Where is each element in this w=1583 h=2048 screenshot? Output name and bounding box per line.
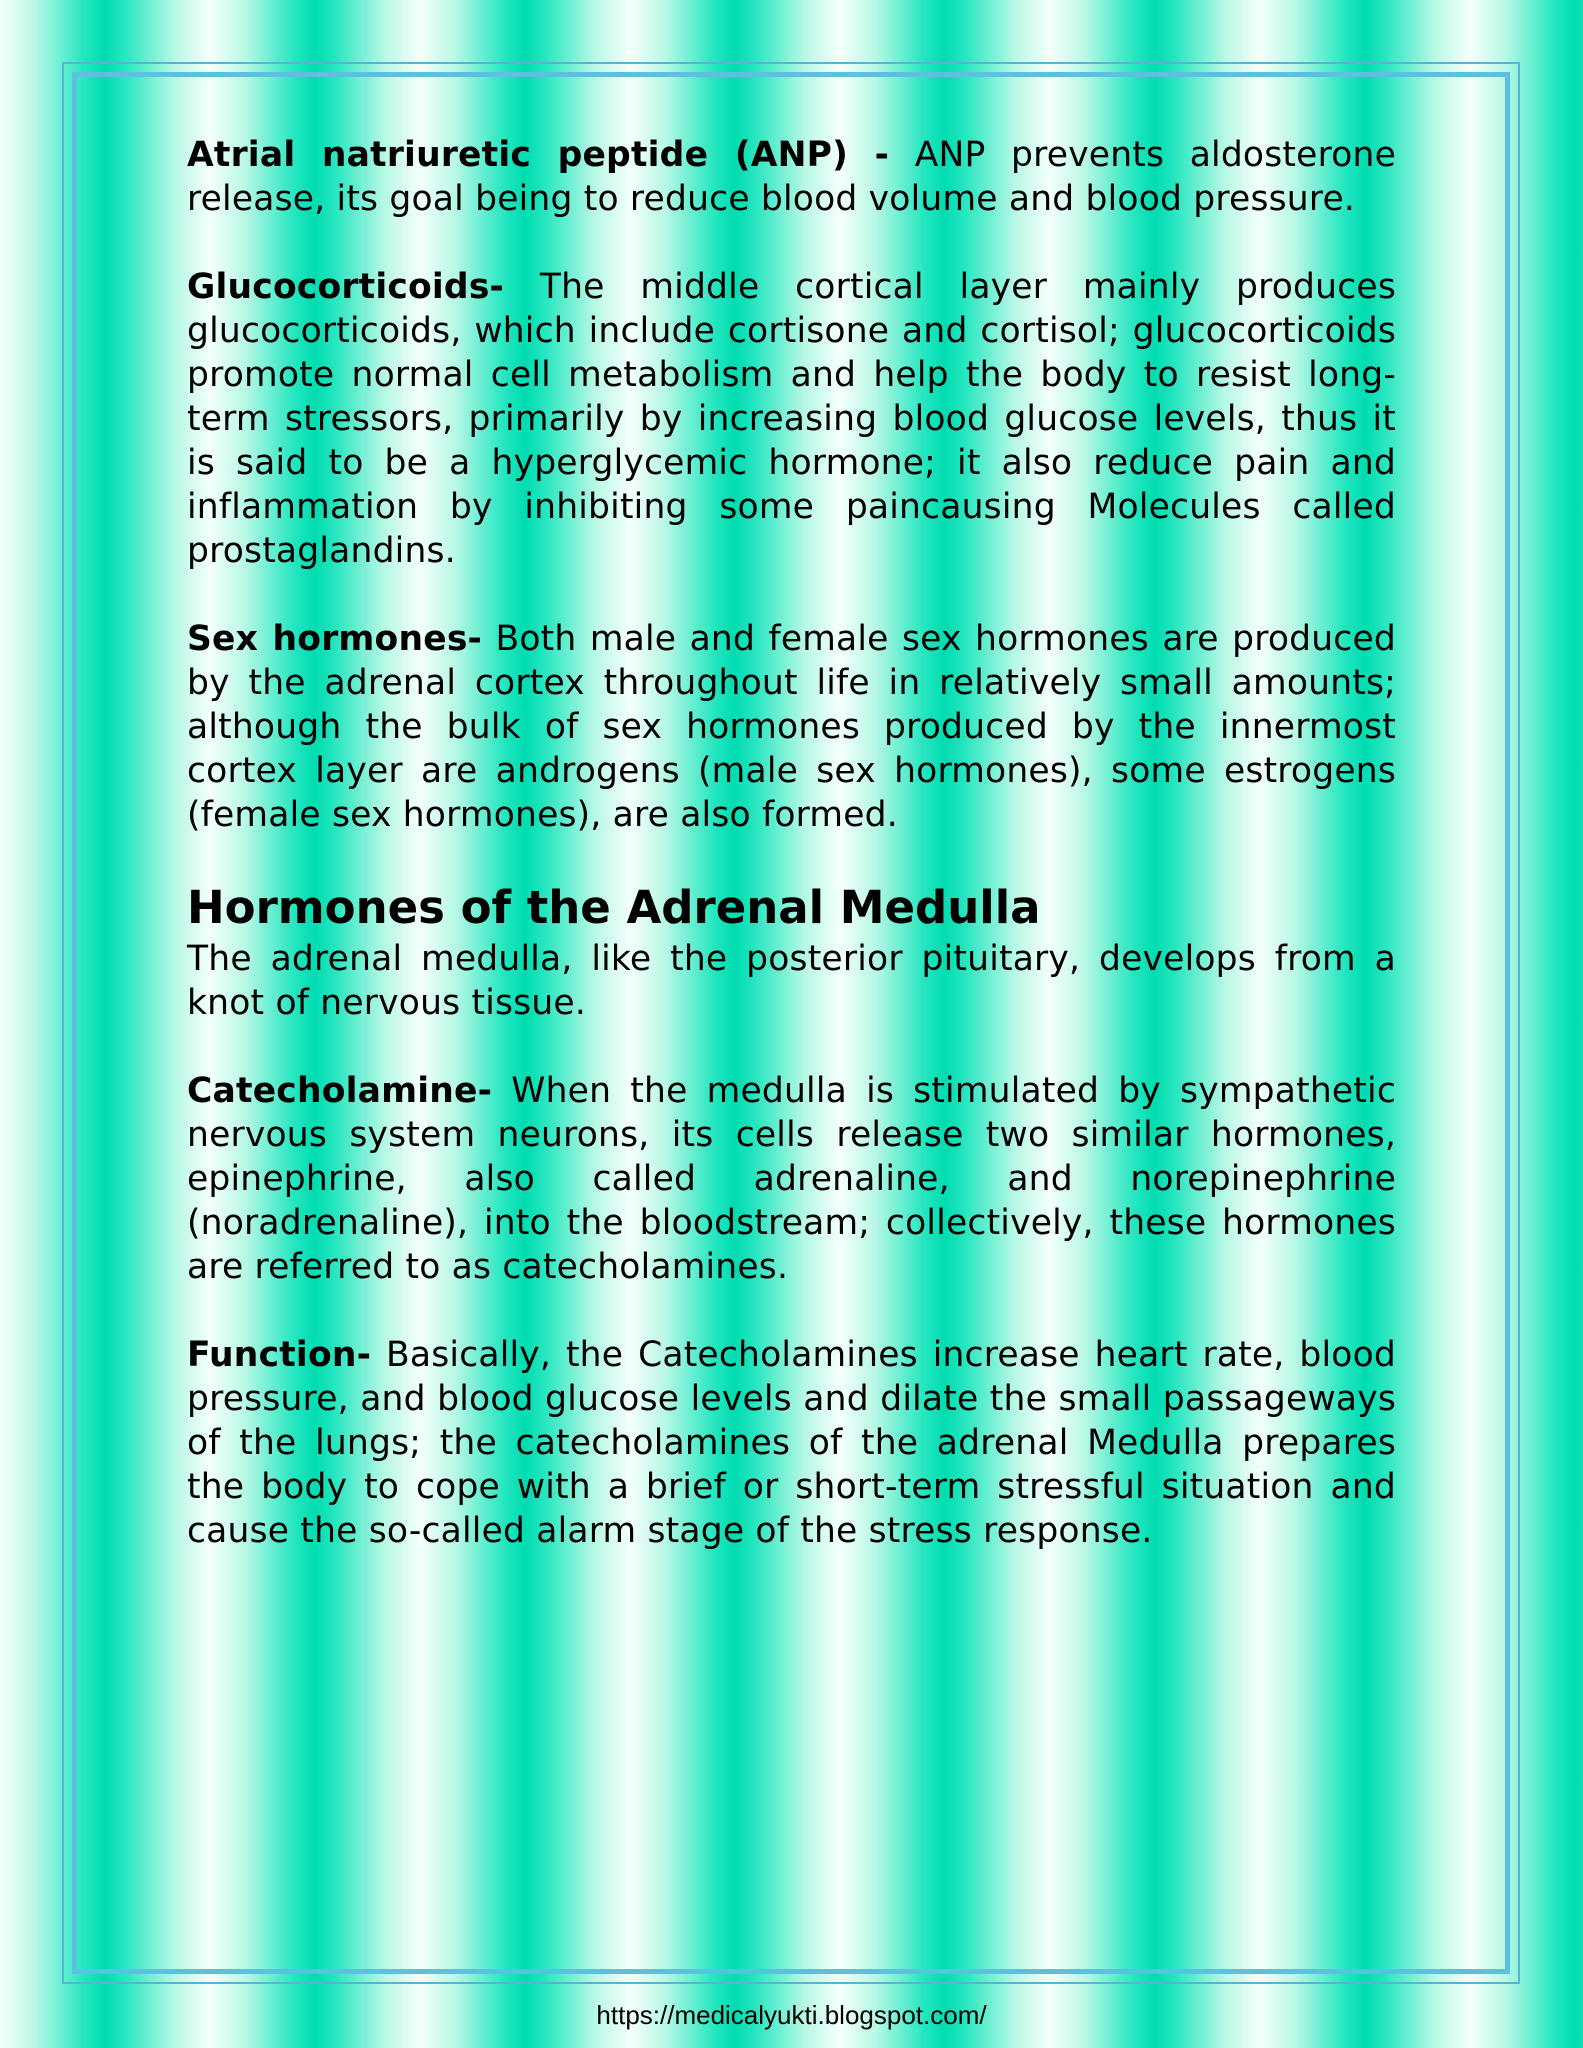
function-term: Function- (187, 1335, 372, 1375)
medulla-intro-paragraph: The adrenal medulla, like the posterior pituitary, develops from a knot of nervous tissue. (187, 939, 1396, 1023)
anp-paragraph (187, 133, 1396, 221)
catecholamine-paragraph (187, 1069, 1396, 1289)
sex-hormones-paragraph (187, 617, 1396, 837)
anp-term: Atrial natriuretic peptide (ANP) - (187, 135, 890, 175)
catecholamine-term: Catecholamine- (187, 1071, 493, 1111)
anp-text: ANP prevents aldosterone release, its goal being to reduce blood volume and blood pressure. (187, 135, 1396, 219)
sex-hormones-term: Sex hormones- (187, 619, 483, 659)
document-body (187, 133, 1396, 1597)
catecholamine-text: When the medulla is stimulated by sympathetic nervous system neurons, its cells release two similar hormones, epinephrine, also called adrenaline, and norepinephrine (noradrenaline), into the bloodstream; collectively, these hormones are referred to as catecholamines. (187, 1071, 1396, 1287)
glucocorticoids-paragraph (187, 265, 1396, 573)
function-paragraph (187, 1333, 1396, 1553)
function-text: Basically, the Catecholamines increase heart rate, blood pressure, and blood glucose levels and dilate the small passageways of the lungs; the catecholamines of the adrenal Medulla prepares the body to cope with a brief or short-term stressful situation and cause the so-called alarm stage of the stress response. (187, 1335, 1396, 1551)
glucocorticoids-text: The middle cortical layer mainly produces glucocorticoids, which include cortisone and cortisol; glucocorticoids promote normal cell metabolism and help the body to resist long-term stressors, primarily by increasing blood glucose levels, thus it is said to be a hyperglycemic hormone; it also reduce pain and inflammation by inhibiting some paincausing Molecules called prostaglandins. (187, 267, 1396, 571)
footer-url[interactable]: https://medicalyukti.blogspot.com/ (596, 2000, 987, 2030)
sex-hormones-text: Both male and female sex hormones are produced by the adrenal cortex throughout life in relatively small amounts; although the bulk of sex hormones produced by the innermost cortex layer are androgens (male sex hormones), some estrogens (female sex hormones), are also formed. (187, 619, 1396, 835)
adrenal-medulla-heading: Hormones of the Adrenal Medulla (187, 881, 1041, 934)
glucocorticoids-term: Glucocorticoids- (187, 267, 505, 307)
